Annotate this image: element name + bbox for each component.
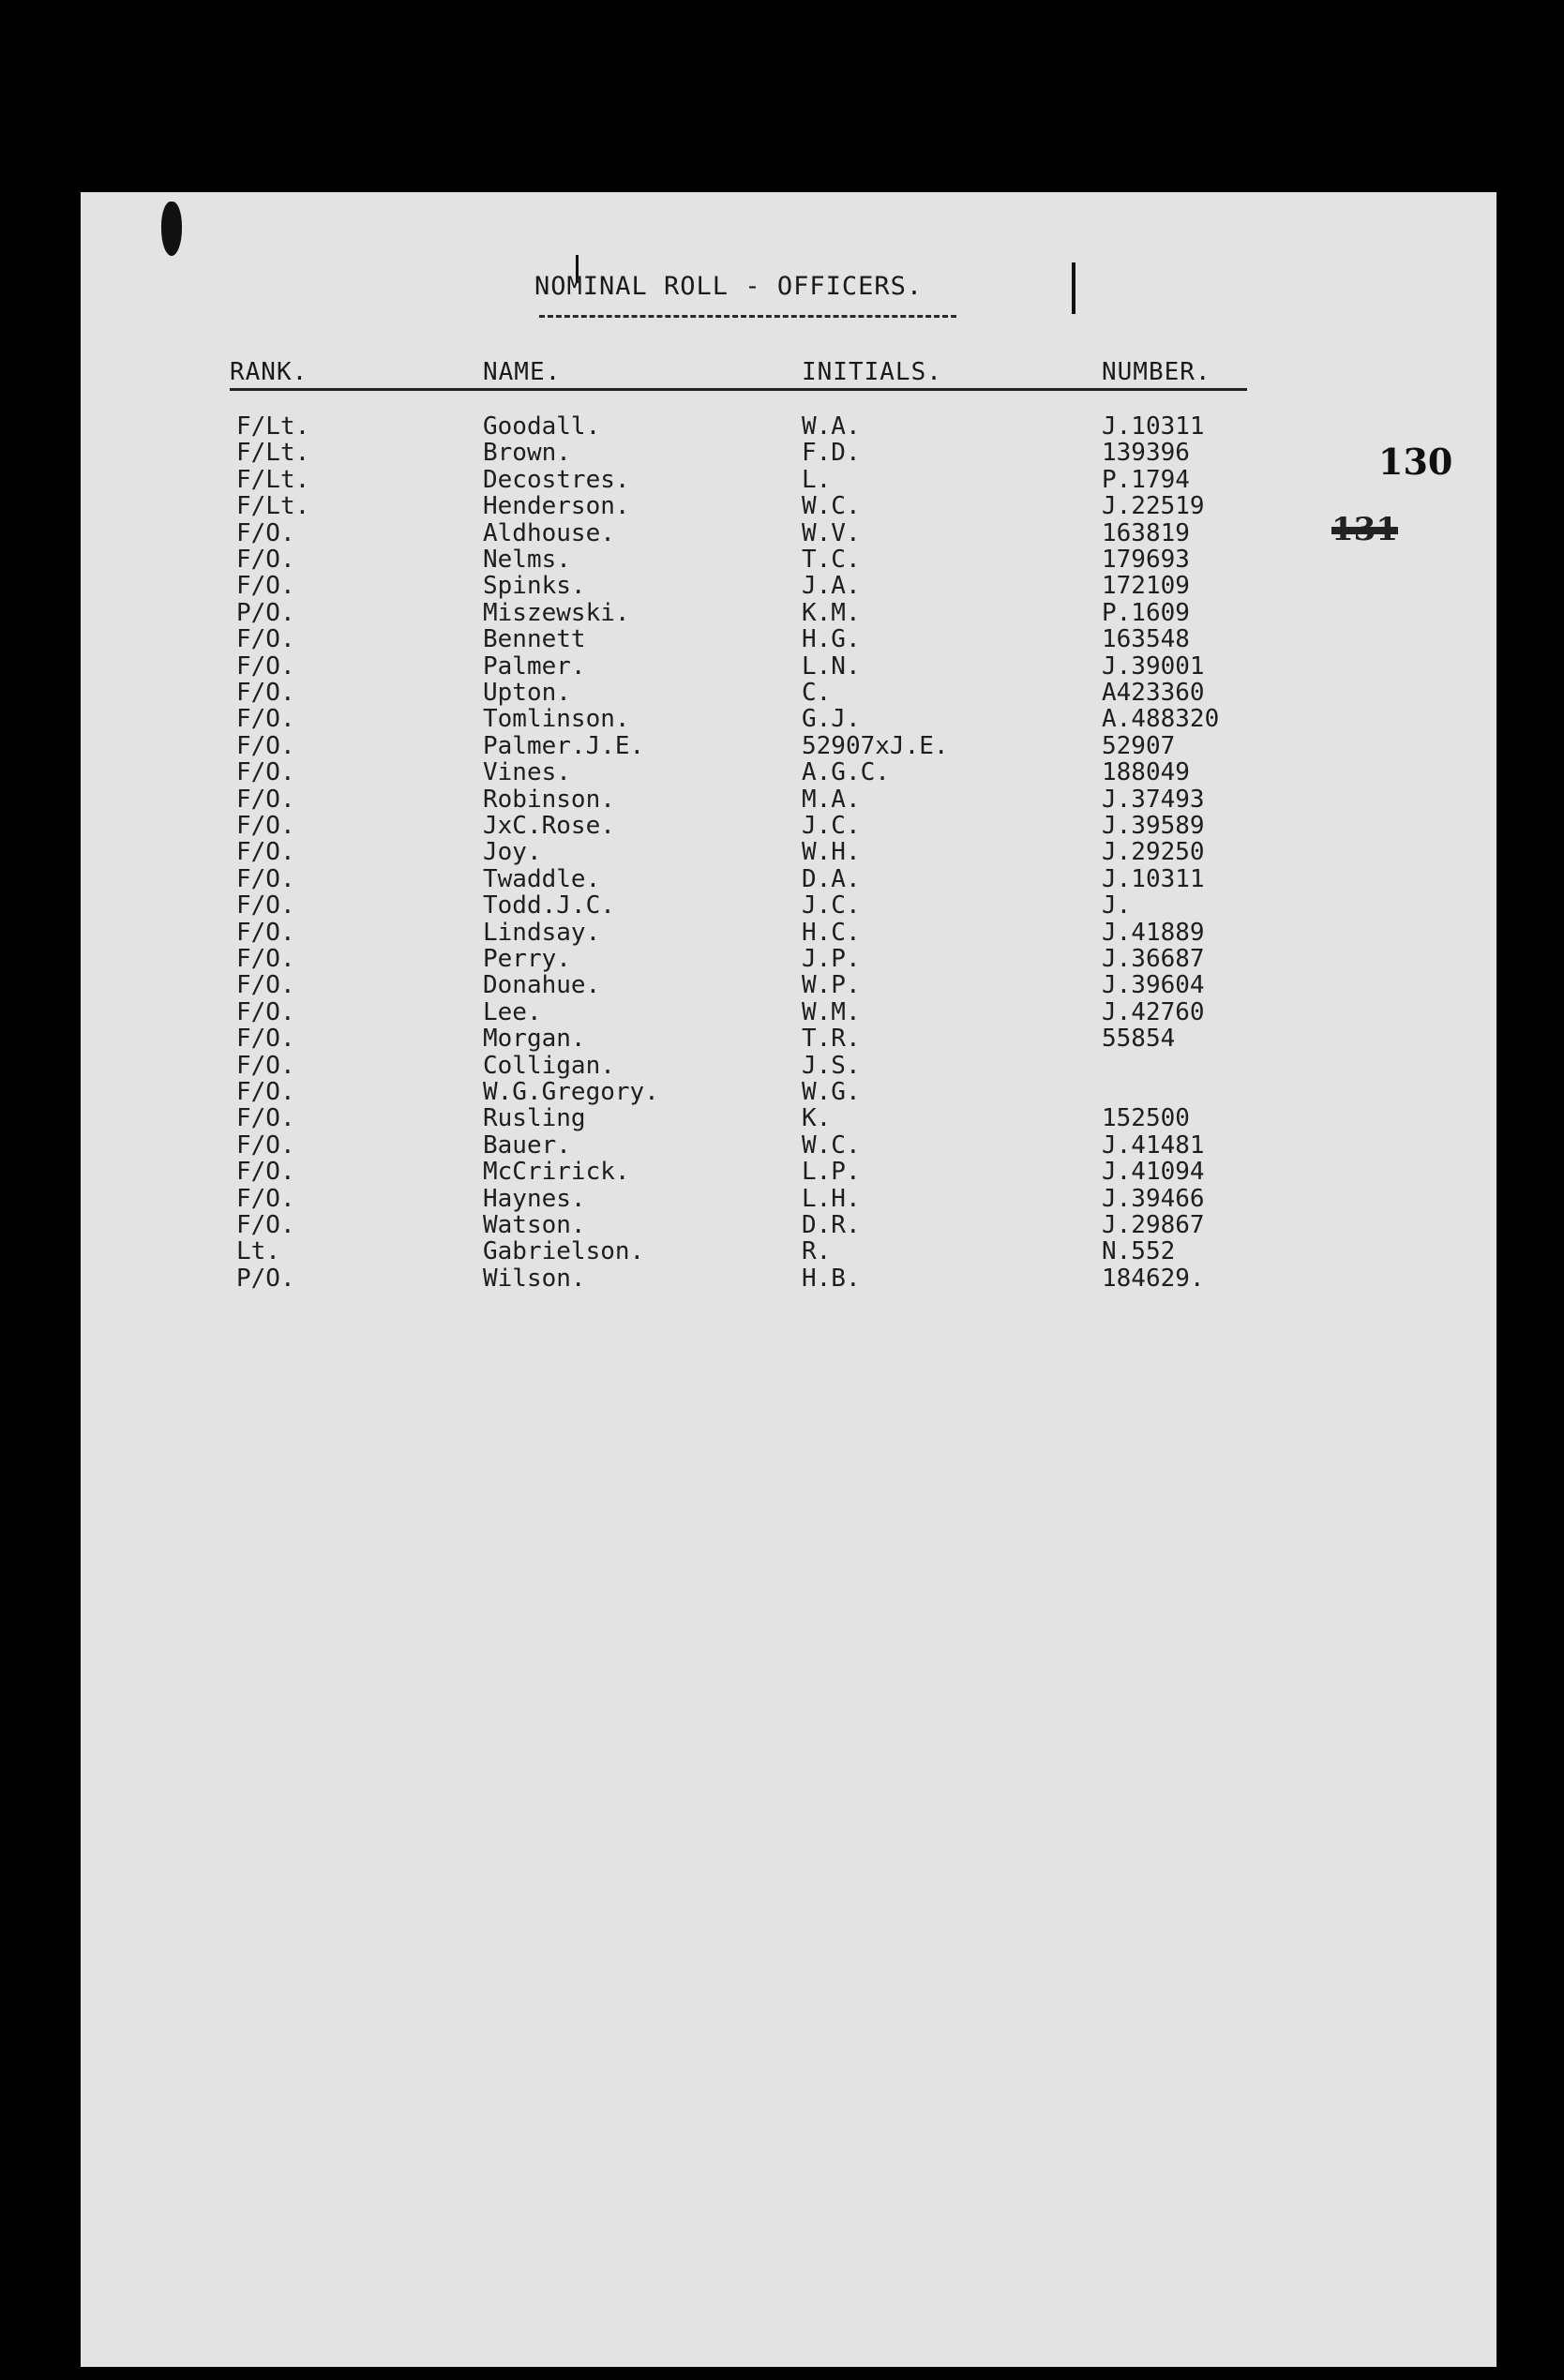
roll-row xyxy=(0,758,1564,785)
initials-cell: W.P. xyxy=(802,971,861,1000)
name-cell: Vines. xyxy=(483,758,571,787)
roll-row xyxy=(0,519,1564,546)
number-cell: J.42760 xyxy=(1102,997,1205,1026)
name-cell: Gabrielson. xyxy=(483,1237,645,1266)
initials-cell: R. xyxy=(802,1237,832,1266)
roll-row xyxy=(0,998,1564,1025)
rank-cell: F/O. xyxy=(236,971,295,1000)
rank-cell: F/O. xyxy=(236,918,295,947)
roll-row xyxy=(0,919,1564,945)
initials-cell: C. xyxy=(802,679,832,707)
roll-row xyxy=(0,1158,1564,1187)
roll-row xyxy=(0,652,1564,679)
initials-cell: H.B. xyxy=(802,1264,861,1293)
column-header-initials: INITIALS. xyxy=(802,358,942,386)
rank-cell: F/O. xyxy=(236,1025,295,1054)
initials-cell: K.M. xyxy=(802,598,861,627)
number-cell: J.39466 xyxy=(1102,1184,1205,1213)
folio-number: 130 xyxy=(1378,441,1453,483)
number-cell: J. xyxy=(1102,891,1132,921)
number-cell: 55854 xyxy=(1102,1025,1176,1054)
initials-cell: J.S. xyxy=(802,1051,861,1080)
initials-cell: L.N. xyxy=(802,651,861,681)
roll-row xyxy=(0,492,1564,521)
name-cell: Bennett xyxy=(483,625,586,654)
rank-cell: F/O. xyxy=(236,945,295,973)
name-cell: Lindsay. xyxy=(483,918,601,947)
name-cell: Rusling xyxy=(483,1104,586,1133)
number-cell: A423360 xyxy=(1102,679,1205,707)
column-header-name: NAME. xyxy=(483,358,562,386)
number-cell: 163548 xyxy=(1102,625,1190,654)
roll-row xyxy=(0,546,1564,572)
rank-cell: F/O. xyxy=(236,1184,295,1213)
rank-cell: F/Lt. xyxy=(236,439,310,468)
initials-cell: J.C. xyxy=(802,812,861,840)
name-cell: Watson. xyxy=(483,1211,586,1239)
initials-cell: T.C. xyxy=(802,546,861,574)
initials-cell: 52907xJ.E. xyxy=(802,731,949,760)
name-cell: Robinson. xyxy=(483,785,615,814)
name-cell: Decostres. xyxy=(483,465,630,494)
number-cell: J.29867 xyxy=(1102,1211,1205,1239)
number-cell: 179693 xyxy=(1102,546,1190,574)
initials-cell: J.C. xyxy=(802,891,861,921)
initials-cell: T.R. xyxy=(802,1025,861,1054)
rank-cell: F/O. xyxy=(236,679,295,707)
number-cell: J.39589 xyxy=(1102,812,1205,840)
number-cell: P.1609 xyxy=(1102,598,1190,627)
rank-cell: F/O. xyxy=(236,891,295,921)
roll-row xyxy=(0,1211,1564,1237)
name-cell: Aldhouse. xyxy=(483,518,615,547)
name-cell: Lee. xyxy=(483,997,542,1026)
rank-cell: F/O. xyxy=(236,651,295,681)
roll-row xyxy=(0,412,1564,439)
rank-cell: Lt. xyxy=(236,1237,280,1266)
roll-row xyxy=(0,1104,1564,1133)
roll-row xyxy=(0,812,1564,838)
number-cell: 152500 xyxy=(1102,1104,1190,1133)
name-cell: Bauer. xyxy=(483,1130,571,1160)
number-cell: J.10311 xyxy=(1102,412,1205,441)
initials-cell: K. xyxy=(802,1104,832,1133)
roll-row xyxy=(0,599,1564,625)
rank-cell: F/O. xyxy=(236,1078,295,1106)
column-header-rank: RANK. xyxy=(230,358,308,386)
initials-cell: L.P. xyxy=(802,1158,861,1187)
roll-row xyxy=(0,786,1564,812)
roll-row xyxy=(0,865,1564,891)
rank-cell: F/O. xyxy=(236,1104,295,1133)
initials-cell: W.M. xyxy=(802,997,861,1026)
name-cell: Nelms. xyxy=(483,546,571,574)
roll-row xyxy=(0,891,1564,921)
name-cell: Upton. xyxy=(483,679,571,707)
number-cell: 52907 xyxy=(1102,731,1176,760)
roll-row xyxy=(0,838,1564,867)
rank-cell: F/O. xyxy=(236,864,295,893)
number-cell: J.39604 xyxy=(1102,971,1205,1000)
number-cell: J.36687 xyxy=(1102,945,1205,973)
roll-row xyxy=(0,945,1564,971)
roll-row xyxy=(0,439,1564,468)
name-cell: W.G.Gregory. xyxy=(483,1078,659,1106)
name-cell: Morgan. xyxy=(483,1025,586,1054)
name-cell: Colligan. xyxy=(483,1051,615,1080)
number-cell: 188049 xyxy=(1102,758,1190,787)
initials-cell: L. xyxy=(802,465,832,494)
name-cell: Haynes. xyxy=(483,1184,586,1213)
initials-cell: F.D. xyxy=(802,439,861,468)
number-cell: J.39001 xyxy=(1102,651,1205,681)
rank-cell: F/O. xyxy=(236,705,295,734)
rank-cell: F/O. xyxy=(236,997,295,1026)
number-cell: J.22519 xyxy=(1102,492,1205,521)
number-cell: N.552 xyxy=(1102,1237,1176,1266)
roll-row xyxy=(0,971,1564,1000)
number-cell: J.41094 xyxy=(1102,1158,1205,1187)
roll-row xyxy=(0,466,1564,492)
initials-cell: A.G.C. xyxy=(802,758,890,787)
rank-cell: F/O. xyxy=(236,546,295,574)
number-cell: 163819 xyxy=(1102,518,1190,547)
name-cell: Brown. xyxy=(483,439,571,468)
name-cell: Spinks. xyxy=(483,572,586,601)
rank-cell: F/O. xyxy=(236,518,295,547)
number-cell: P.1794 xyxy=(1102,465,1190,494)
initials-cell: H.C. xyxy=(802,918,861,947)
name-cell: McCririck. xyxy=(483,1158,630,1187)
name-cell: Wilson. xyxy=(483,1264,586,1293)
rank-cell: F/Lt. xyxy=(236,465,310,494)
initials-cell: J.P. xyxy=(802,945,861,973)
number-cell: 139396 xyxy=(1102,439,1190,468)
rank-cell: F/O. xyxy=(236,812,295,840)
name-cell: Donahue. xyxy=(483,971,601,1000)
rank-cell: P/O. xyxy=(236,598,295,627)
rank-cell: F/O. xyxy=(236,625,295,654)
roll-row xyxy=(0,1078,1564,1104)
initials-cell: W.A. xyxy=(802,412,861,441)
number-cell: J.41889 xyxy=(1102,918,1205,947)
initials-cell: W.G. xyxy=(802,1078,861,1106)
rank-cell: F/O. xyxy=(236,838,295,867)
initials-cell: D.R. xyxy=(802,1211,861,1239)
name-cell: JxC.Rose. xyxy=(483,812,615,840)
name-cell: Goodall. xyxy=(483,412,601,441)
initials-cell: W.C. xyxy=(802,492,861,521)
name-cell: Miszewski. xyxy=(483,598,630,627)
number-cell: J.29250 xyxy=(1102,838,1205,867)
roll-row xyxy=(0,572,1564,601)
name-cell: Twaddle. xyxy=(483,864,601,893)
initials-cell: L.H. xyxy=(802,1184,861,1213)
name-cell: Palmer. xyxy=(483,651,586,681)
roll-row xyxy=(0,1052,1564,1078)
initials-cell: H.G. xyxy=(802,625,861,654)
rank-cell: F/O. xyxy=(236,758,295,787)
roll-row xyxy=(0,1265,1564,1291)
name-cell: Tomlinson. xyxy=(483,705,630,734)
rank-cell: F/O. xyxy=(236,572,295,601)
roll-row xyxy=(0,1025,1564,1054)
roll-row xyxy=(0,705,1564,734)
name-cell: Palmer.J.E. xyxy=(483,731,645,760)
initials-cell: W.V. xyxy=(802,518,861,547)
roll-row xyxy=(0,1237,1564,1264)
number-cell: J.41481 xyxy=(1102,1130,1205,1160)
column-header-number: NUMBER. xyxy=(1102,358,1211,386)
rank-cell: F/O. xyxy=(236,1130,295,1160)
rank-cell: F/O. xyxy=(236,1158,295,1187)
roll-row xyxy=(0,1131,1564,1158)
initials-cell: D.A. xyxy=(802,864,861,893)
number-cell: J.10311 xyxy=(1102,864,1205,893)
rank-cell: F/O. xyxy=(236,731,295,760)
roll-row xyxy=(0,732,1564,758)
rank-cell: F/O. xyxy=(236,1211,295,1239)
rank-cell: F/O. xyxy=(236,785,295,814)
roll-row xyxy=(0,625,1564,654)
number-cell: 184629. xyxy=(1102,1264,1205,1293)
number-cell: 172109 xyxy=(1102,572,1190,601)
initials-cell: M.A. xyxy=(802,785,861,814)
rank-cell: F/O. xyxy=(236,1051,295,1080)
number-cell: A.488320 xyxy=(1102,705,1220,734)
initials-cell: J.A. xyxy=(802,572,861,601)
roll-row xyxy=(0,679,1564,705)
rank-cell: F/Lt. xyxy=(236,492,310,521)
initials-cell: G.J. xyxy=(802,705,861,734)
name-cell: Perry. xyxy=(483,945,571,973)
initials-cell: W.H. xyxy=(802,838,861,867)
name-cell: Henderson. xyxy=(483,492,630,521)
rank-cell: F/Lt. xyxy=(236,412,310,441)
initials-cell: W.C. xyxy=(802,1130,861,1160)
name-cell: Todd.J.C. xyxy=(483,891,615,921)
name-cell: Joy. xyxy=(483,838,542,867)
document-title: NOMINAL ROLL - OFFICERS. xyxy=(534,272,924,301)
roll-row xyxy=(0,1185,1564,1211)
rank-cell: P/O. xyxy=(236,1264,295,1293)
struck-folio-number: 131 xyxy=(1331,511,1398,548)
number-cell: J.37493 xyxy=(1102,785,1205,814)
